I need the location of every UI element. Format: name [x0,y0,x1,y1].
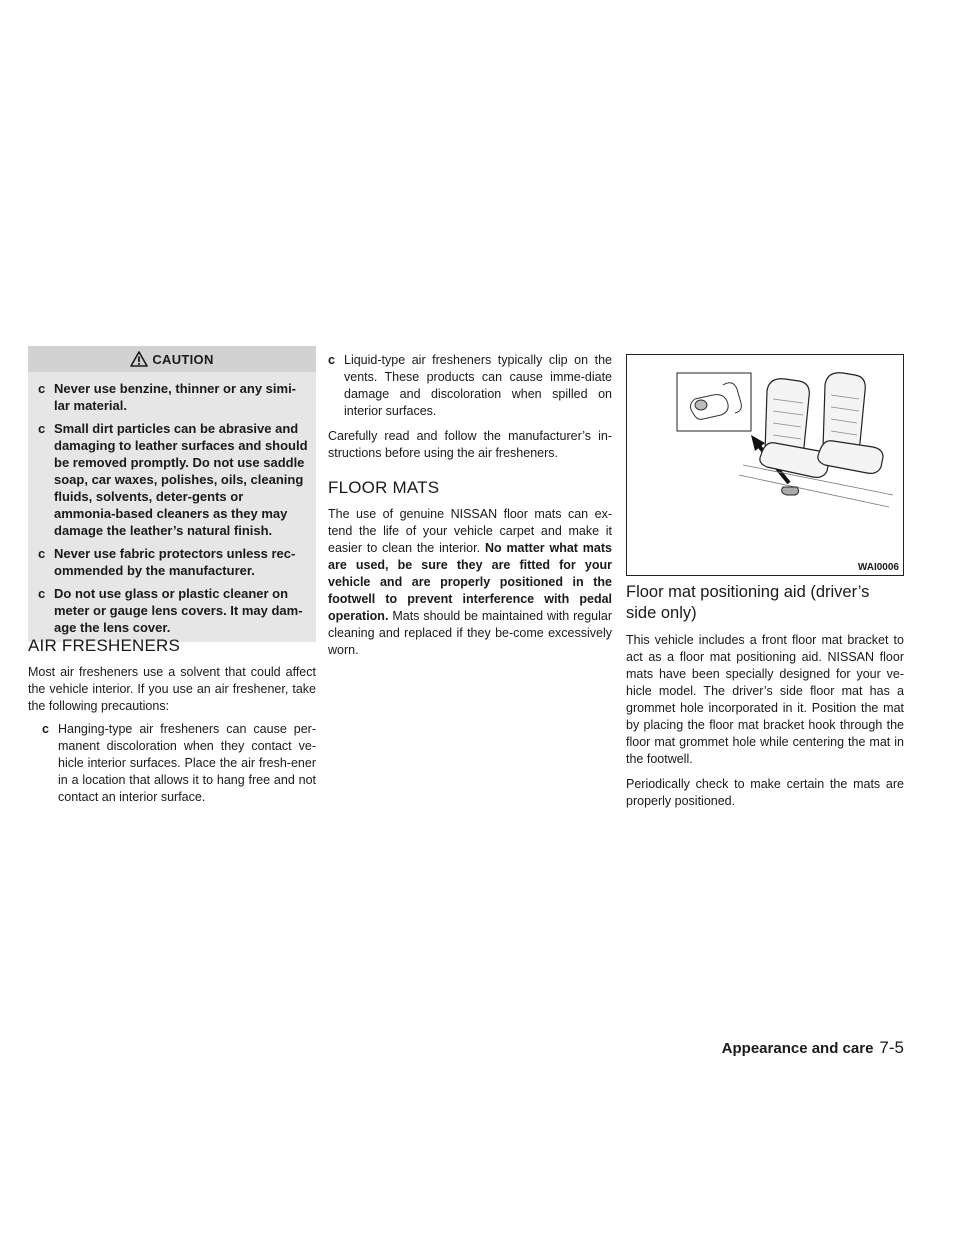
paragraph: Most air fresheners use a solvent that could affect the vehicle interior. If you use an air freshener, take the following precautions: [28,665,316,713]
bullet: c [38,546,46,561]
subsection-heading: Floor mat positioning aid (driver’s side only) [626,583,870,622]
section-heading: AIR FRESHENERS [28,636,181,655]
bullet: c [38,381,46,396]
list-item: c Hanging-type air fresheners can cause per-manent discoloration when they contact ve-hicle interior surfaces. Place the air fresh-ener in a location that allows it to hang free and not contact an interior surface. [42,722,316,804]
caution-header [28,346,316,372]
paragraph: Periodically check to make certain the mats are properly positioned. [626,777,904,808]
floor-mat-illustration [626,354,904,576]
bullet: c [328,353,335,367]
bullet: c [38,586,46,601]
caution-item: c Never use fabric protectors unless rec-ommended by the manufacturer. [38,546,296,578]
paragraph: Carefully read and follow the manufacturer’s in-structions before using the air fresheners. [328,429,612,460]
caution-item: c Do not use glass or plastic cleaner on meter or gauge lens covers. It may dam-age the lens cover. [38,586,303,635]
caution-item: c Small dirt particles can be abrasive and damaging to leather surfaces and should be removed promptly. Do not use saddle soap, car waxes, polishes, oils, cleaning fluids, solvents, deter-gents or ammonia-based cleaners as they may damage the leather’s natural finish. [38,421,308,538]
caution-item: c Never use benzine, thinner or any simi-lar material. [38,381,297,413]
air-fresheners-section [28,636,316,806]
footer-section-title: Appearance and care [721,1040,874,1057]
page-number: 7-5 [879,1038,904,1057]
figure-code: WAI0006 [857,562,899,573]
section-heading: FLOOR MATS [328,478,440,497]
list-item: c Liquid-type air fresheners typically clip on the vents. These products can cause imme-diate damage and discoloration when spilled on interior surfaces. [328,353,612,418]
bullet: c [42,722,49,736]
paragraph: The use of genuine NISSAN floor mats can ex-tend the life of your vehicle carpet and make it easier to clean the interior. No matter what mats are used, be sure they are fitted for your vehicle and are properly positioned in the footwell to prevent interference with pedal operation. Mats should be maintained with regular cleaning and replaced if they be-come excessively worn. [328,507,612,657]
caution-title: CAUTION [152,351,214,367]
bullet: c [38,421,46,436]
positioning-aid-section [626,582,904,810]
paragraph: This vehicle includes a front floor mat bracket to act as a floor mat positioning aid. NISSAN floor mats have been specially designed for your ve-hicle model. The driver’s side floor mat has a grommet hole incorporated in it. Position the mat by placing the floor mat bracket hook through the floor mat grommet hole while centering the mat in the footwell. [626,633,904,766]
air-fresheners-continued [328,352,612,659]
warning-icon [130,351,148,367]
page-footer [722,1038,904,1058]
caution-box [28,346,316,642]
seat-drawing-icon [627,355,903,575]
